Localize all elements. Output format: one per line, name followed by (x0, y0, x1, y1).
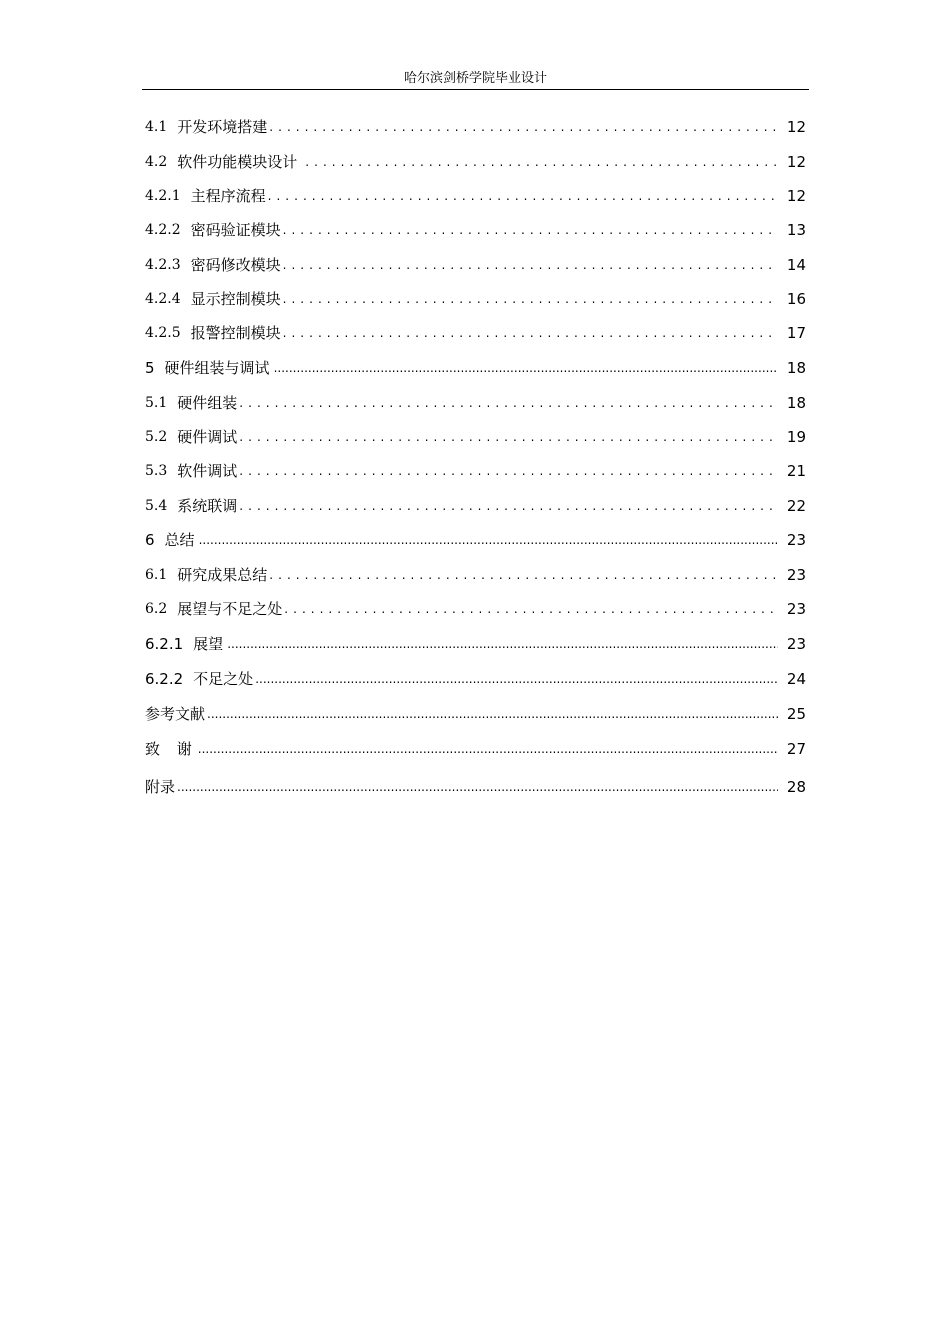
toc-dot-leader (239, 495, 778, 517)
toc-dot-leader (255, 668, 778, 690)
toc-entry-number: 4.1 (145, 119, 168, 135)
toc-entry-number: 5.4 (145, 498, 168, 514)
toc-entry-title: 软件调试 (177, 462, 238, 480)
toc-dot-leader (283, 254, 778, 276)
toc-entry-title: 附录 (145, 778, 176, 796)
toc-dot-leader (274, 357, 778, 379)
toc-dot-leader (239, 426, 778, 448)
toc-entry[interactable] (145, 460, 806, 482)
toc-entry-page: 24 (786, 670, 806, 688)
toc-entry-number: 6.1 (145, 567, 168, 583)
toc-entry-number: 4.2 (145, 154, 168, 170)
toc-entry[interactable] (145, 116, 806, 138)
toc-entry-page: 17 (786, 324, 806, 342)
toc-entry-page: 12 (786, 118, 806, 136)
toc-dot-leader (239, 392, 778, 414)
toc-dot-leader (239, 460, 778, 482)
toc-entry-title: 报警控制模块 (190, 324, 281, 342)
toc-entry-page: 23 (786, 531, 806, 549)
toc-entry[interactable] (145, 288, 806, 310)
toc-entry[interactable] (145, 392, 806, 414)
toc-entry[interactable] (145, 426, 806, 448)
header-title: 哈尔滨剑桥学院毕业设计 (403, 71, 547, 86)
toc-dot-leader (199, 529, 778, 551)
toc-entry-page: 19 (786, 428, 806, 446)
toc-entry-title: 硬件组装 (177, 394, 238, 412)
toc-dot-leader (269, 564, 778, 586)
toc-entry-title: 参考文献 (145, 705, 206, 723)
toc-entry-title: 开发环境搭建 (177, 118, 268, 136)
toc-entry-page: 18 (786, 394, 806, 412)
toc-dot-leader (198, 738, 778, 760)
toc-dot-leader (177, 776, 778, 798)
toc-entry-page: 12 (786, 153, 806, 171)
toc-entry[interactable] (145, 564, 806, 586)
toc-entry-number: 6.2.1 (145, 635, 184, 653)
toc-entry-title: 显示控制模块 (190, 290, 281, 308)
toc-dot-leader (269, 116, 778, 138)
toc-entry-number: 4.2.3 (145, 257, 181, 273)
toc-entry[interactable] (145, 703, 806, 725)
toc-dot-leader (283, 219, 778, 241)
toc-entry-title: 展望与不足之处 (177, 600, 283, 618)
toc-dot-leader (305, 151, 778, 173)
toc-entry-title: 研究成果总结 (177, 566, 268, 584)
toc-entry-number: 5.1 (145, 395, 168, 411)
toc-entry[interactable] (145, 151, 806, 173)
toc-dot-leader (283, 322, 778, 344)
toc-entry[interactable] (145, 322, 806, 344)
toc-entry-number: 6 (145, 531, 155, 549)
toc-entry-title: 不足之处 (193, 670, 254, 688)
toc-entry-title: 致 谢 (145, 740, 192, 758)
toc-entry[interactable] (145, 219, 806, 241)
toc-entry[interactable] (145, 668, 806, 690)
toc-entry-page: 16 (786, 290, 806, 308)
toc-entry-number: 5 (145, 359, 155, 377)
toc-entry-number: 5.2 (145, 429, 168, 445)
toc-entry-title: 总结 (164, 531, 195, 549)
toc-entry[interactable] (145, 185, 806, 207)
toc-entry-title: 密码修改模块 (190, 256, 281, 274)
toc-entry[interactable] (145, 495, 806, 517)
toc-dot-leader (268, 185, 778, 207)
toc-entry-title: 系统联调 (177, 497, 238, 515)
toc-entry[interactable] (145, 357, 806, 379)
toc-entry-number: 5.3 (145, 463, 168, 479)
toc-entry[interactable] (145, 598, 806, 620)
toc-entry-page: 21 (786, 462, 806, 480)
toc-dot-leader (227, 633, 778, 655)
toc-entry-number: 6.2 (145, 601, 168, 617)
toc-entry-page: 14 (786, 256, 806, 274)
toc-entry-title: 主程序流程 (190, 187, 266, 205)
toc-entry-title: 软件功能模块设计 (177, 153, 298, 171)
toc-entry-page: 28 (786, 778, 806, 796)
toc-entry-page: 27 (786, 740, 806, 758)
toc-entry-title: 密码验证模块 (190, 221, 281, 239)
toc-entry[interactable] (145, 776, 806, 798)
toc-entry-page: 18 (786, 359, 806, 377)
toc-entry-page: 23 (786, 635, 806, 653)
toc-entry[interactable] (145, 738, 806, 760)
toc-entry-page: 13 (786, 221, 806, 239)
toc-entry-page: 25 (786, 705, 806, 723)
toc-entry-page: 23 (786, 600, 806, 618)
toc-entry[interactable] (145, 633, 806, 655)
toc-entry-title: 硬件组装与调试 (164, 359, 270, 377)
toc-entry-page: 22 (786, 497, 806, 515)
toc-dot-leader (284, 598, 778, 620)
toc-entry-title: 硬件调试 (177, 428, 238, 446)
toc-dot-leader (207, 703, 778, 725)
toc-entry-page: 23 (786, 566, 806, 584)
toc-entry[interactable] (145, 254, 806, 276)
toc-entry[interactable] (145, 529, 806, 551)
toc-entry-number: 6.2.2 (145, 670, 184, 688)
toc-entry-number: 4.2.4 (145, 291, 181, 307)
toc-entry-page: 12 (786, 187, 806, 205)
toc-entry-number: 4.2.1 (145, 188, 181, 204)
toc-entry-number: 4.2.2 (145, 222, 181, 238)
toc-entry-number: 4.2.5 (145, 325, 181, 341)
toc-dot-leader (283, 288, 778, 310)
toc-entry-title: 展望 (193, 635, 224, 653)
